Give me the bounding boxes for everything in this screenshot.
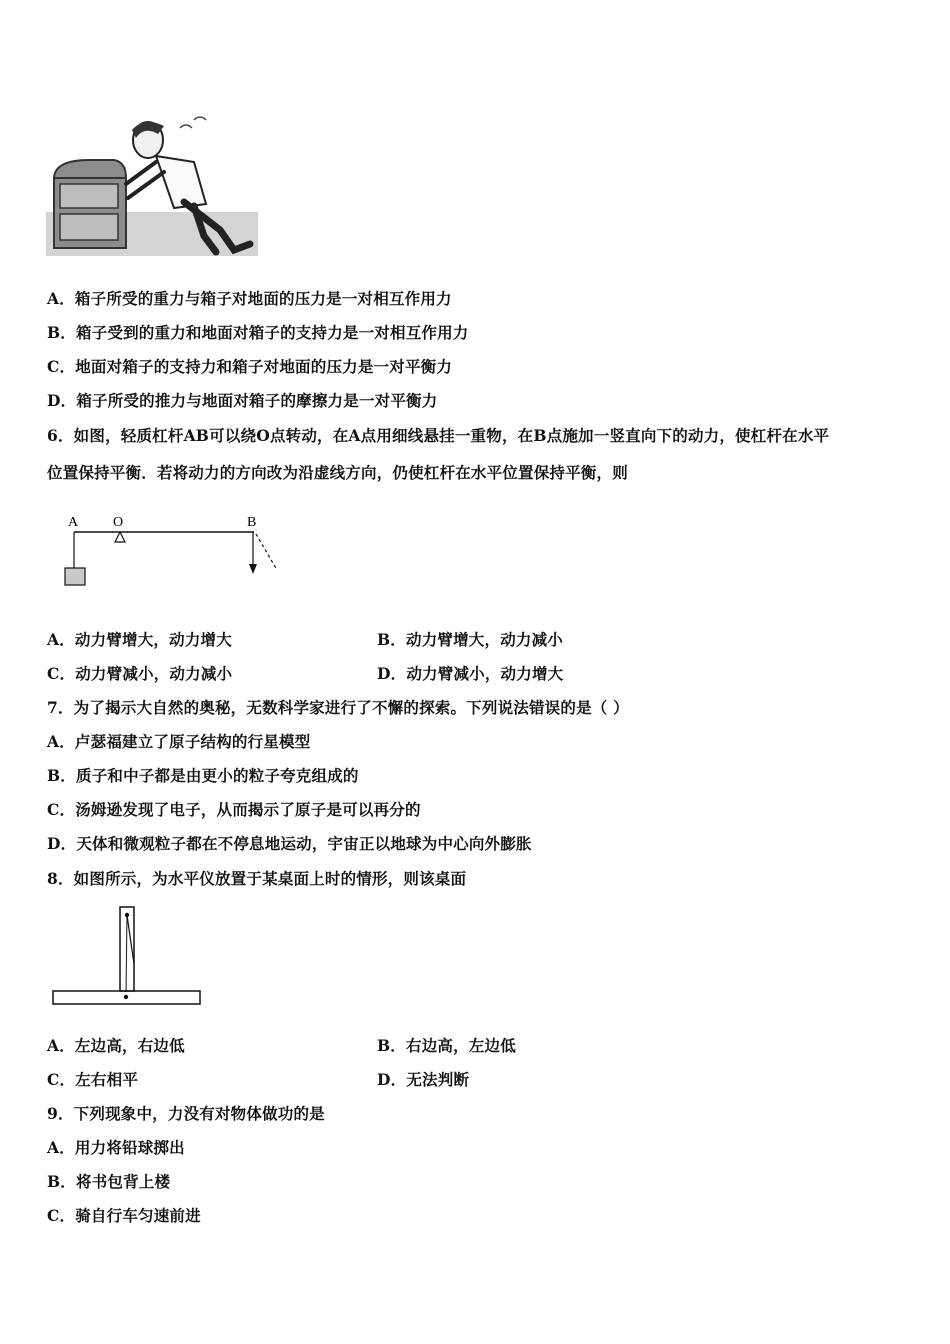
q8-option-d: D．无法判断	[377, 1070, 470, 1089]
person-arms	[126, 162, 164, 198]
q9-option-c: C．骑自行车匀速前进	[47, 1206, 201, 1225]
sweat-marks	[180, 117, 206, 128]
plumb-line	[127, 915, 134, 964]
q6-option-a: A．动力臂增大，动力增大	[47, 630, 232, 649]
level-gauge-svg	[50, 904, 205, 1008]
q5-option-b: B．箱子受到的重力和地面对箱子的支持力是一对相互作用力	[47, 323, 469, 342]
chest-panel-bottom	[60, 214, 118, 240]
dashed-force-direction	[256, 534, 277, 570]
q9-option-b: B．将书包背上楼	[47, 1172, 171, 1191]
q6-stem-line1: 6．如图，轻质杠杆AB可以绕O点转动，在A点用细线悬挂一重物，在B点施加一竖直向下的动力，使杠杆在水平	[47, 426, 830, 445]
person-pushing-box-illustration	[44, 112, 260, 260]
q7-option-c: C．汤姆逊发现了电子，从而揭示了原子是可以再分的	[47, 800, 421, 819]
q7-option-b: B．质子和中子都是由更小的粒子夸克组成的	[47, 766, 359, 785]
lever-diagram	[60, 510, 290, 592]
lever-label-o: O	[113, 515, 124, 530]
q6-stem-line2: 位置保持平衡．若将动力的方向改为沿虚线方向，仍使杠杆在水平位置保持平衡，则	[47, 463, 628, 482]
pivot-triangle	[115, 532, 125, 542]
chest-panel-top	[60, 184, 118, 208]
q5-option-c: C．地面对箱子的支持力和箱子对地面的压力是一对平衡力	[47, 357, 453, 376]
q8-stem: 8．如图所示，为水平仪放置于某桌面上时的情形，则该桌面	[47, 869, 467, 888]
force-arrow-head	[249, 564, 257, 574]
q6-option-d: D．动力臂减小，动力增大	[377, 664, 564, 683]
q9-option-a: A．用力将铅球掷出	[47, 1138, 185, 1157]
q5-option-d: D．箱子所受的推力与地面对箱子的摩擦力是一对平衡力	[47, 391, 438, 410]
hanging-weight	[65, 568, 85, 585]
q5-option-a: A．箱子所受的重力与箱子对地面的压力是一对相互作用力	[47, 289, 452, 308]
lever-label-a: A	[68, 515, 79, 530]
q7-stem: 7．为了揭示大自然的奥秘，无数科学家进行了不懈的探索。下列说法错误的是（ ）	[47, 698, 629, 717]
lever-svg	[60, 510, 290, 592]
pushing-box-svg	[44, 112, 260, 260]
q9-stem: 9．下列现象中，力没有对物体做功的是	[47, 1104, 325, 1123]
level-gauge-diagram	[50, 904, 205, 1008]
q8-option-c: C．左右相平	[47, 1070, 139, 1089]
base-center-mark	[124, 995, 128, 999]
q8-option-a: A．左边高，右边低	[47, 1036, 185, 1055]
q6-option-c: C．动力臂减小，动力减小	[47, 664, 233, 683]
q8-option-b: B．右边高，左边低	[377, 1036, 516, 1055]
lever-label-b: B	[247, 515, 257, 530]
upright-center-mark	[126, 915, 127, 992]
q6-option-b: B．动力臂增大，动力减小	[377, 630, 564, 649]
q7-option-a: A．卢瑟福建立了原子结构的行星模型	[47, 732, 311, 751]
q7-option-d: D．天体和微观粒子都在不停息地运动，宇宙正以地球为中心向外膨胀	[47, 834, 532, 853]
